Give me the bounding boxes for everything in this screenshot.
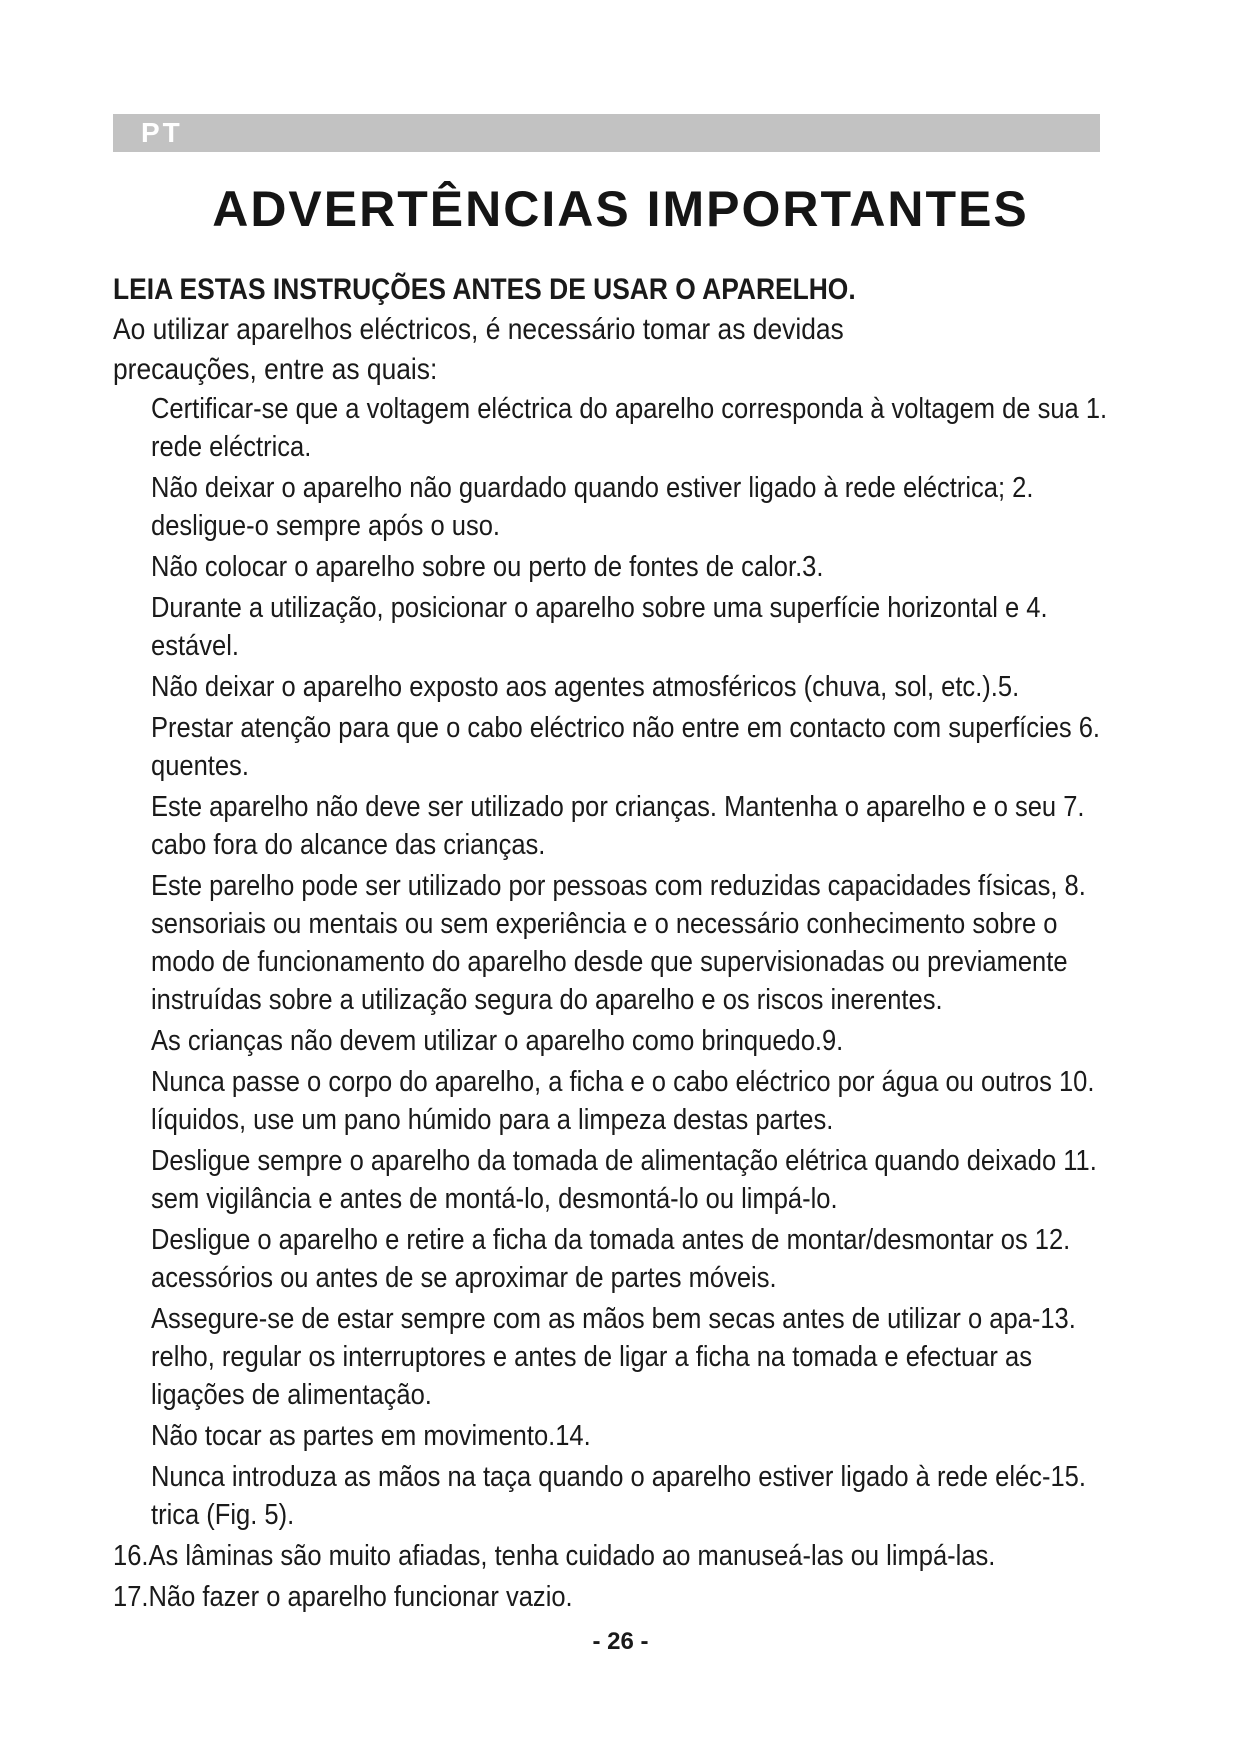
language-bar [113,114,1100,152]
warning-item: Assegure-se de estar sempre com as mãos bem secas antes de utilizar o apa-13. relho, regular os interruptores e antes de ligar a ficha na tomada e efectuar as ligações de alimentação. [151,1303,1076,1411]
warning-item: Desligue sempre o aparelho da tomada de alimentação elétrica quando deixado 11. sem vigilância e antes de montá-lo, desmontá-lo ou limpá-lo. [151,1145,1097,1215]
warning-item: Não deixar o aparelho exposto aos agentes atmosféricos (chuva, sol, etc.).5. [151,671,1020,703]
warning-item: Prestar atenção para que o cabo eléctrico não entre em contacto com superfícies 6. quentes. [151,712,1101,782]
warning-item: 16.As lâminas são muito afiadas, tenha cuidado ao manuseá-las ou limpá-las. [113,1540,996,1572]
instructions-heading: LEIA ESTAS INSTRUÇÕES ANTES DE USAR O APARELHO. [113,273,856,306]
intro-paragraph: Ao utilizar aparelhos eléctricos, é necessário tomar as devidas precauções, entre as quais: [113,313,844,386]
warning-item: Nunca introduza as mãos na taça quando o aparelho estiver ligado à rede eléc-15. trica (Fig. 5). [151,1461,1086,1531]
warning-item: As crianças não devem utilizar o aparelho como brinquedo.9. [151,1025,844,1057]
warning-item: Não tocar as partes em movimento.14. [151,1420,591,1452]
warning-item: Certificar-se que a voltagem eléctrica do aparelho corresponda à voltagem de sua 1. rede eléctrica. [151,393,1108,463]
warning-item: Este aparelho não deve ser utilizado por crianças. Mantenha o aparelho e o seu 7. cabo fora do alcance das crianças. [151,791,1085,861]
document-body [113,270,1163,1619]
warning-item: Durante a utilização, posicionar o aparelho sobre uma superfície horizontal e 4. estável. [151,592,1048,662]
warning-item: Não deixar o aparelho não guardado quando estiver ligado à rede eléctrica; 2. desligue-o sempre após o uso. [151,472,1034,542]
warning-item: 17.Não fazer o aparelho funcionar vazio. [113,1581,573,1613]
page-number: - 26 - [592,1628,649,1655]
warning-item: Desligue o aparelho e retire a ficha da tomada antes de montar/desmontar os 12. acessórios ou antes de se aproximar de partes móveis. [151,1224,1071,1294]
warning-item: Este parelho pode ser utilizado por pessoas com reduzidas capacidades físicas, 8. sensoriais ou mentais ou sem experiência e o necessário conhecimento sobre o modo de funcionamento do aparelho desde que supervisionadas ou previamente instruídas sobre a utilização segura do aparelho e os riscos inerentes. [151,870,1086,1016]
warnings-list [113,390,1163,1616]
warning-item: Não colocar o aparelho sobre ou perto de fontes de calor.3. [151,551,824,583]
page-title: ADVERTÊNCIAS IMPORTANTES [212,181,1029,237]
language-code: PT [141,117,183,148]
warning-item: Nunca passe o corpo do aparelho, a ficha e o cabo eléctrico por água ou outros 10. líquidos, use um pano húmido para a limpeza destas partes. [151,1066,1095,1136]
